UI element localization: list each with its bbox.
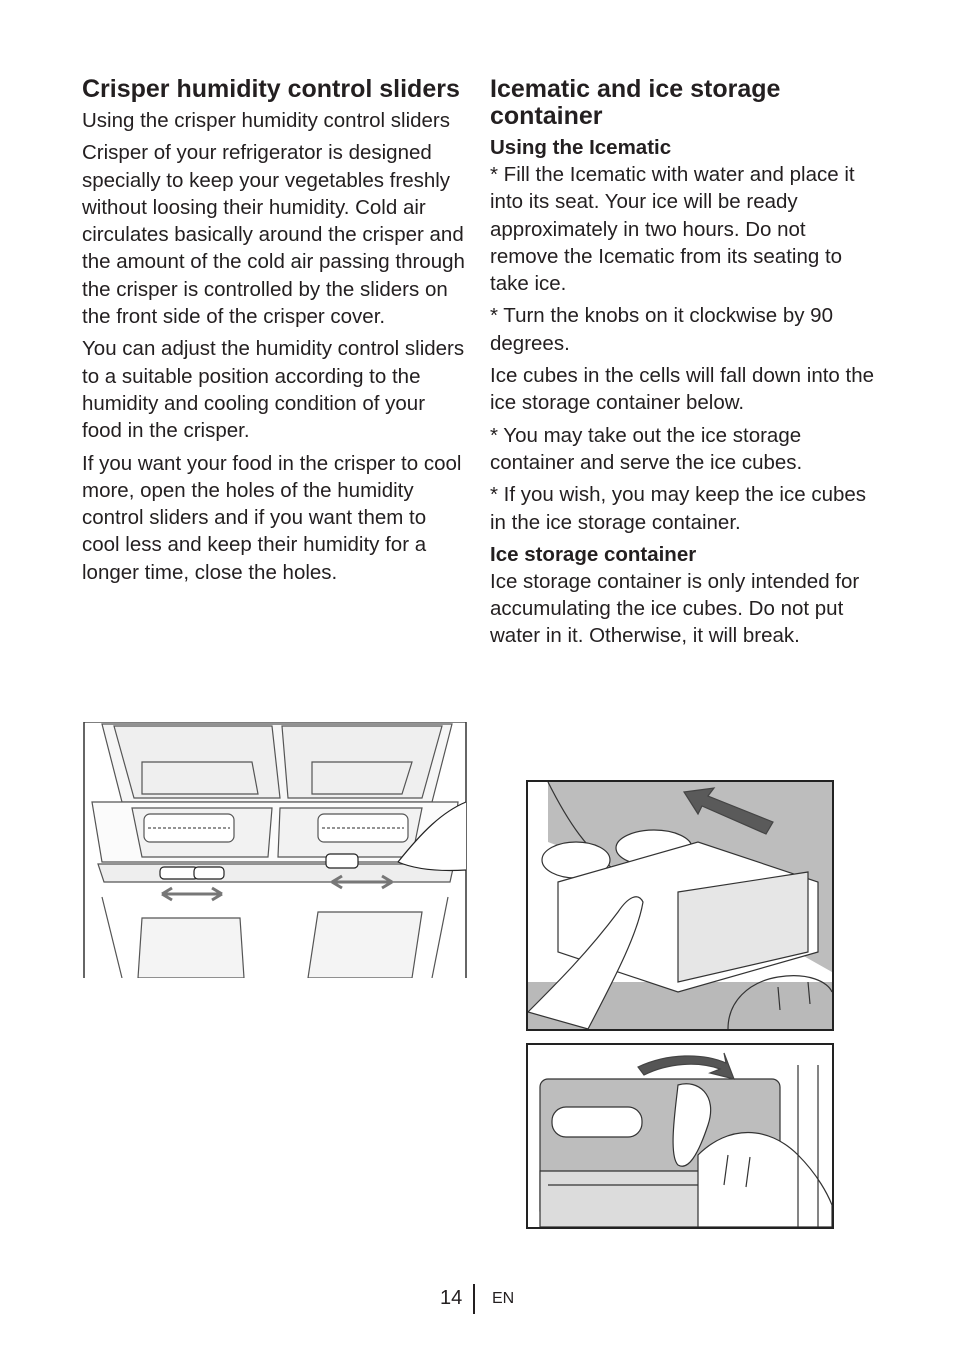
knob-turn-illustration bbox=[526, 1043, 834, 1229]
ice-storage-paragraph: Ice storage container is only intended for accumulating the ice cubes. Do not put water in it. Otherwise, it will break. bbox=[490, 569, 860, 648]
icematic-paragraph-1: * Fill the Icematic with water and place it into its seat. Your ice will be ready approximately in two hours. Do not remove the Icematic from its seating to take ice. bbox=[490, 163, 855, 296]
icematic-paragraph-5: * If you wish, you may keep the ice cubes in the ice storage container. bbox=[490, 483, 867, 534]
crisper-subheading: Using the crisper humidity control sliders bbox=[82, 109, 450, 132]
crisper-paragraph-2: You can adjust the humidity control sliders to a suitable position according to the humidity and cooling condition of your food in the crisper. bbox=[82, 337, 465, 443]
crisper-heading: Crisper humidity control sliders bbox=[82, 75, 460, 103]
icematic-paragraph-2: * Turn the knobs on it clockwise by 90 degrees. bbox=[490, 304, 833, 355]
using-icematic-subheading: Using the Icematic bbox=[490, 136, 672, 159]
page-number: 14 bbox=[440, 1287, 463, 1309]
ice-storage-subheading: Ice storage container bbox=[490, 542, 697, 566]
right-column bbox=[490, 76, 875, 655]
icematic-paragraph-3: Ice cubes in the cells will fall down into the ice storage container below. bbox=[490, 364, 875, 415]
crisper-paragraph-3: If you want your food in the crisper to cool more, open the holes of the humidity control sliders and if you want them to cool less and keep their humidity for a longer time, close the holes. bbox=[82, 451, 462, 584]
crisper-sliders-illustration bbox=[82, 722, 468, 978]
icematic-paragraph-4: * You may take out the ice storage container and serve the ice cubes. bbox=[490, 423, 803, 474]
language-code: EN bbox=[492, 1290, 515, 1307]
icematic-illustration bbox=[526, 780, 834, 1031]
icematic-heading: Icematic and ice storage container bbox=[490, 75, 781, 130]
crisper-paragraph-1: Crisper of your refrigerator is designed specially to keep your vegetables freshly without loosing their humidity. Cold air circulates basically around the crisper and the amount of the cold air passing through the crisper is controlled by the sliders on the front side of the crisper cover. bbox=[82, 141, 465, 329]
left-column bbox=[82, 76, 467, 591]
footer-divider bbox=[473, 1284, 475, 1314]
